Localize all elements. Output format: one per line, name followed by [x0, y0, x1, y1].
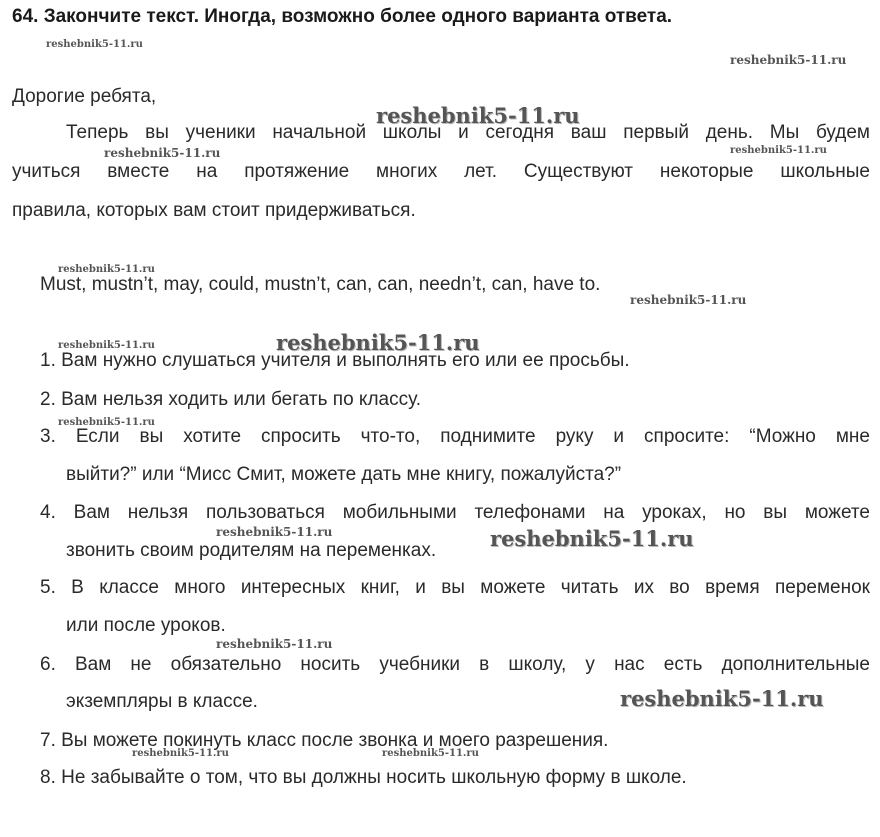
word-bank: Must, mustn’t, may, could, mustn’t, can, can, needn’t, can, have to. [40, 274, 601, 295]
intro-line-2: учиться вместе на протяжение многих лет. Существуют некоторые школьные [12, 161, 870, 182]
watermark: reshebnik5-11.ru [216, 637, 333, 651]
watermark: reshebnik5-11.ru [376, 103, 580, 128]
item-1: 1. Вам нужно слушаться учителя и выполнять его или ее просьбы. [40, 350, 630, 371]
watermark: reshebnik5-11.ru [58, 264, 155, 275]
item-7: 7. Вы можете покинуть класс после звонка и моего разрешения. [40, 730, 609, 751]
watermark: reshebnik5-11.ru [730, 53, 847, 67]
watermark: reshebnik5-11.ru [58, 340, 155, 351]
watermark: reshebnik5-11.ru [132, 748, 229, 759]
intro-line-1: Теперь вы ученики начальной школы и сегодня ваш первый день. Мы будем [66, 122, 870, 143]
item-4-line-1: 4. Вам нельзя пользоваться мобильными телефонами на уроках, но вы можете [40, 502, 870, 523]
item-2: 2. Вам нельзя ходить или бегать по классу. [40, 389, 421, 410]
watermark: reshebnik5-11.ru [620, 686, 824, 711]
item-8: 8. Не забывайте о том, что вы должны носить школьную форму в школе. [40, 767, 687, 788]
watermark: reshebnik5-11.ru [382, 748, 479, 759]
watermark: reshebnik5-11.ru [216, 525, 333, 539]
item-3-line-1: 3. Если вы хотите спросить что-то, поднимите руку и спросите: “Можно мне [40, 426, 870, 447]
watermark: reshebnik5-11.ru [730, 145, 827, 156]
watermark: reshebnik5-11.ru [58, 417, 155, 428]
watermark: reshebnik5-11.ru [104, 146, 221, 160]
item-3-line-2: выйти?” или “Мисс Смит, можете дать мне книгу, пожалуйста?” [66, 464, 622, 485]
item-6-line-1: 6. Вам не обязательно носить учебники в школу, у нас есть дополнительные [40, 654, 870, 675]
item-5-line-1: 5. В классе много интересных книг, и вы можете читать их во время переменок [40, 577, 870, 598]
item-6-line-2: экземпляры в классе. [66, 691, 258, 712]
watermark: reshebnik5-11.ru [630, 293, 747, 307]
intro-line-3: правила, которых вам стоит придерживаться. [12, 200, 416, 221]
greeting: Дорогие ребята, [12, 86, 157, 107]
item-4-line-2: звонить своим родителям на переменках. [66, 540, 437, 561]
watermark: reshebnik5-11.ru [46, 39, 143, 50]
exercise-title: 64. Закончите текст. Иногда, возможно более одного варианта ответа. [12, 6, 673, 27]
watermark: reshebnik5-11.ru [490, 526, 694, 551]
watermark: reshebnik5-11.ru [276, 330, 480, 355]
item-5-line-2: или после уроков. [66, 615, 226, 636]
